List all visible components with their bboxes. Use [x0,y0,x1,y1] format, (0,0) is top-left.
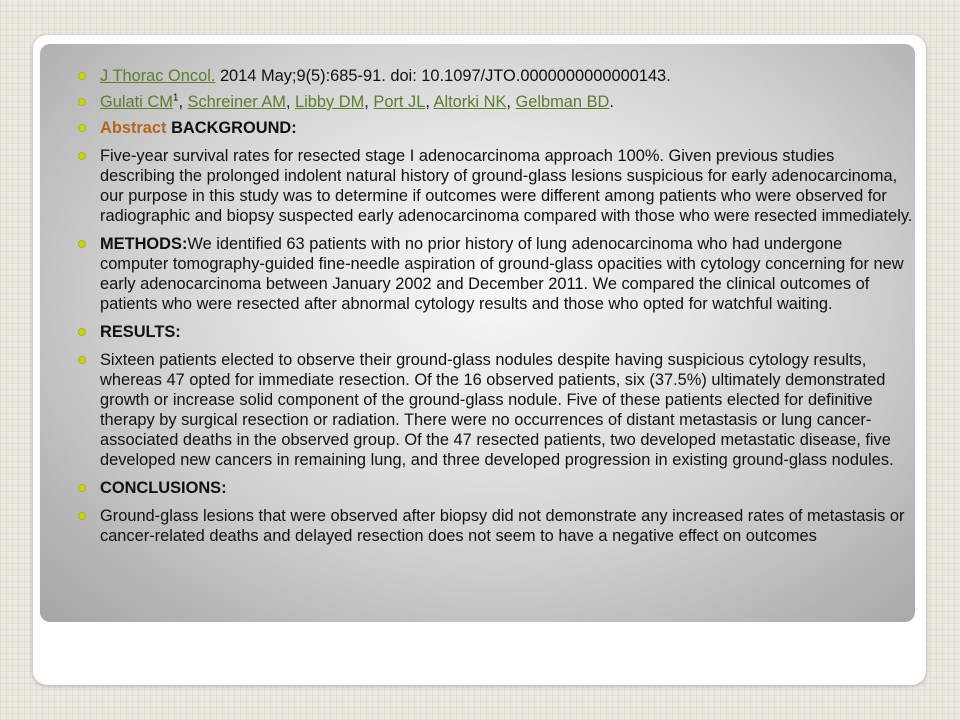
abstract-heading-item [78,118,913,138]
conclusions-text: Ground-glass lesions that were observed after biopsy did not demonstrate any increased rates of metastasis or cancer-related deaths and delayed resection does not seem to have a negative effect on outcomes [100,507,905,545]
author-affiliation: 1 [172,92,179,104]
author-link[interactable]: Altorki NK [433,93,507,111]
background-text: Five-year survival rates for resected stage I adenocarcinoma approach 100%. Given previous studies describing the prolonged indolent natural history of ground-glass lesions suspicious for early adenocarcinoma, our purpose in this study was to determine if outcomes were different among patients who were observed for radiographic and biopsy suspected early adenocarcinoma compared with those who were resected immediately. [100,147,913,225]
results-text: Sixteen patients elected to observe their ground-glass nodules despite having suspicious cytology results, whereas 47 opted for immediate resection. Of the 16 observed patients, six (37.5%) ultimately demonstrated growth or increase solid component of the ground-glass nodule. Five of these patients elected for definitive therapy by surgical resection or radiation. There were no occurrences of distant metastasis or lung cancer-associated deaths in the observed group. Of the 47 resected patients, two developed metastatic disease, five developed new cancers in remaining lung, and three developed progression in existing ground-glass nodules. [100,351,894,469]
bullet-dot-icon [78,124,86,132]
bullet-dot-icon [78,152,86,160]
background-item [78,146,913,226]
results-heading-item [78,322,913,342]
separator: , [178,93,188,111]
bullet-dot-icon [78,98,86,106]
results-item [78,350,913,470]
methods-item [78,234,913,314]
author-link[interactable]: Gelbman BD [515,93,610,111]
separator: , [506,93,516,111]
bullet-dot-icon [78,328,86,336]
separator: , [364,93,374,111]
conclusions-heading: CONCLUSIONS: [100,479,227,497]
separator: , [425,93,434,111]
terminal-period: . [609,93,614,111]
results-heading: RESULTS: [100,323,181,341]
conclusions-item [78,506,913,546]
abstract-label: Abstract [100,119,167,137]
background-heading: BACKGROUND: [171,119,297,137]
bullet-dot-icon [78,484,86,492]
abstract-bullet-list [78,66,913,546]
author-link[interactable]: Gulati CM [100,93,173,111]
methods-heading: METHODS: [100,235,188,253]
authors-item [78,92,913,112]
bullet-dot-icon [78,356,86,364]
bullet-dot-icon [78,72,86,80]
author-link[interactable]: Libby DM [295,93,365,111]
citation-details: 2014 May;9(5):685-91. doi: 10.1097/JTO.0000000000000143. [215,67,671,85]
citation-item [78,66,913,86]
bullet-dot-icon [78,512,86,520]
conclusions-heading-item [78,478,913,498]
author-link[interactable]: Port JL [373,93,426,111]
journal-link[interactable]: J Thorac Oncol. [100,67,216,85]
methods-text: We identified 63 patients with no prior history of lung adenocarcinoma who had undergone computer tomography-guided fine-needle aspiration of ground-glass opacities with cytology concerning for new early adenocarcinoma between January 2002 and December 2011. We compared the clinical outcomes of patients who were resected after abnormal cytology results and those who opted for watchful waiting. [100,235,904,313]
bullet-dot-icon [78,240,86,248]
separator: , [285,93,296,111]
author-link[interactable]: Schreiner AM [187,93,286,111]
